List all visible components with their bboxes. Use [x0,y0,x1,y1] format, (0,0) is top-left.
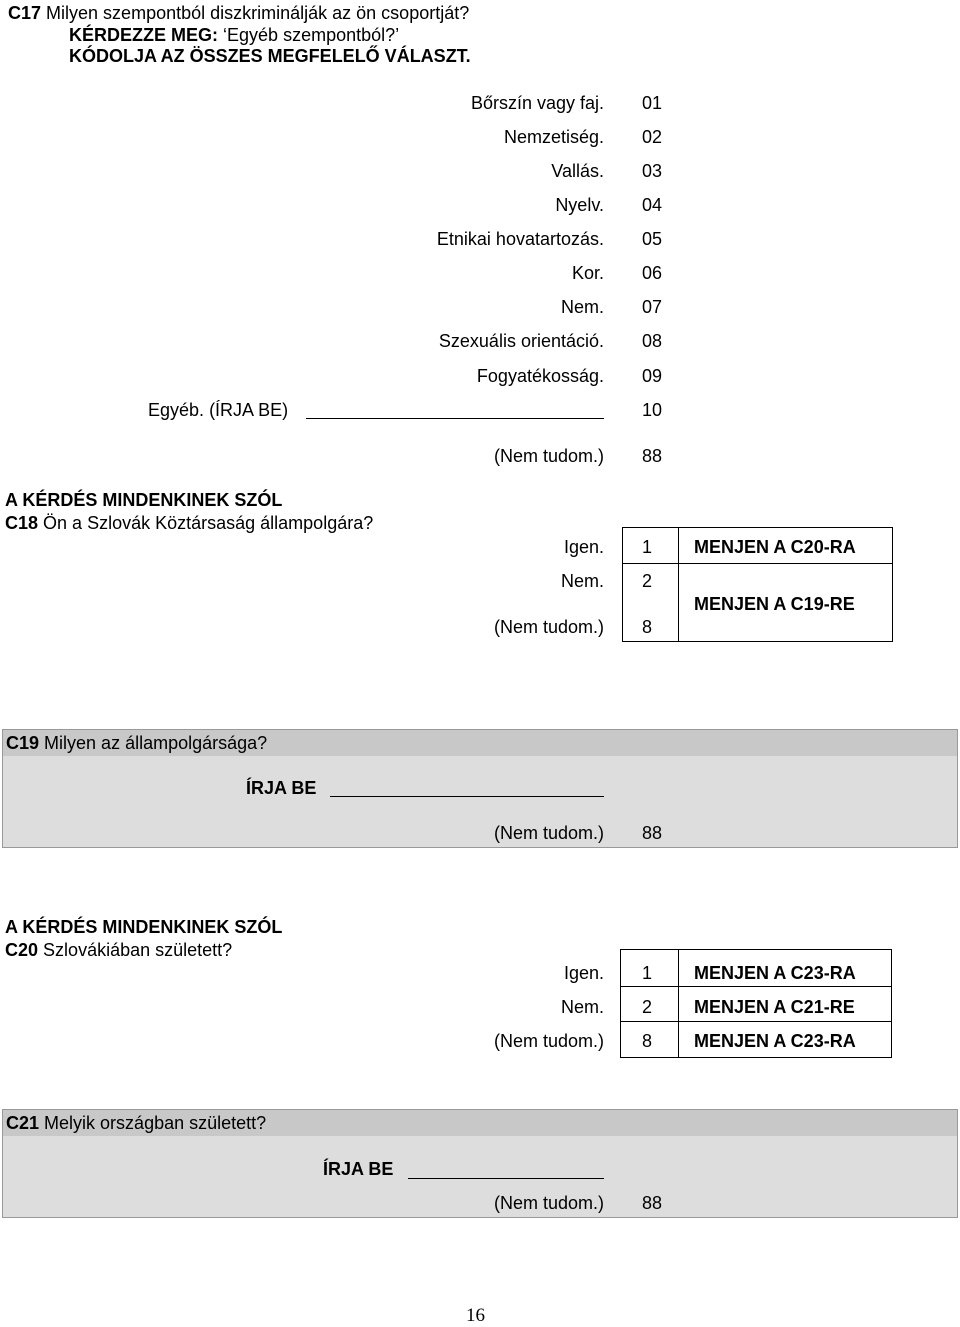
c18-route: MENJEN A C20-RA [694,537,856,557]
c20-route: MENJEN A C23-RA [694,963,856,983]
c18-option-label: Igen. [563,537,604,557]
c17-other-code: 10 [642,400,663,420]
c17-option-label: Nemzetiség. [503,127,604,147]
c17-other-label: Egyéb. [148,400,205,420]
c18-question [5,512,373,534]
c20-routing-divider [620,986,892,987]
c17-option-code: 07 [642,297,663,317]
c19-dk-label: (Nem tudom.) [493,823,604,843]
c20-route: MENJEN A C23-RA [694,1031,856,1051]
c21-dk-label: (Nem tudom.) [493,1193,604,1213]
c17-question-text: Milyen szempontból diszkriminálják az ön csoportját? [46,3,470,23]
c17-option-code: 01 [642,93,663,113]
c17-dk-label: (Nem tudom.) [493,446,604,466]
c21-code: C21 [6,1113,40,1133]
c17-option-label: Vallás. [551,161,604,181]
c20-code: C20 [5,940,39,960]
c18-option-code: 8 [642,617,653,637]
c20-route: MENJEN A C21-RE [694,997,855,1017]
c20-question [5,939,232,961]
c20-option-code: 2 [642,997,653,1017]
c21-question-text: Melyik országban született? [44,1113,267,1133]
c17-other-write-line[interactable] [306,418,604,419]
c21-write-label: ÍRJA BE [323,1159,394,1179]
c19-write-line[interactable] [330,796,604,797]
c17-question [8,2,469,24]
c19-code: C19 [6,733,40,753]
c20-option-code: 8 [642,1031,653,1051]
c20-option-code: 1 [642,963,653,983]
c17-option-label: Bőrszín vagy faj. [470,93,604,113]
c18-code: C18 [5,513,39,533]
page-number: 16 [466,1305,485,1326]
c20-question-text: Szlovákiában született? [43,940,233,960]
c17-other [148,399,288,421]
c17-option-code: 09 [642,366,663,386]
c17-dk-code: 88 [642,446,663,466]
c17-option-code: 06 [642,263,663,283]
c19-write-label: ÍRJA BE [246,778,317,798]
c17-instruction: KÓDOLJA AZ ÖSSZES MEGFELELŐ VÁLASZT. [69,46,471,66]
c17-probe [69,24,399,46]
c17-option-label: Kor. [571,263,604,283]
c19-question [6,732,267,754]
c20-option-label: Nem. [560,997,604,1017]
c17-code: C17 [8,3,42,23]
c20-routing-col-divider [678,949,679,1058]
c17-option-code: 05 [642,229,663,249]
c17-option-label: Etnikai hovatartozás. [436,229,604,249]
c18-route: MENJEN A C19-RE [694,594,855,614]
c20-option-label: Igen. [563,963,604,983]
c17-option-label: Szexuális orientáció. [438,331,604,351]
c21-question [6,1112,266,1134]
c18-option-code: 1 [642,537,653,557]
c18-option-label: Nem. [560,571,604,591]
c17-option-label: Fogyatékosság. [476,366,604,386]
c20-routing-divider [620,1021,892,1022]
c18-option-label: (Nem tudom.) [493,617,604,637]
c21-dk-code: 88 [642,1193,663,1213]
c19-dk-code: 88 [642,823,663,843]
c18-option-code: 2 [642,571,653,591]
c20-all-note: A KÉRDÉS MINDENKINEK SZÓL [5,917,283,937]
c17-probe-text: ‘Egyéb szempontból?’ [223,25,400,45]
c17-other-write: (ÍRJA BE) [209,400,289,420]
c17-option-code: 02 [642,127,663,147]
c17-option-code: 03 [642,161,663,181]
c21-write-line[interactable] [408,1178,604,1179]
c17-option-label: Nyelv. [555,195,604,215]
c17-option-label: Nem. [560,297,604,317]
c18-all-note: A KÉRDÉS MINDENKINEK SZÓL [5,490,283,510]
c19-question-text: Milyen az állampolgársága? [44,733,268,753]
c17-option-code: 04 [642,195,663,215]
c18-question-text: Ön a Szlovák Köztársaság állampolgára? [43,513,374,533]
c18-routing-divider [622,563,893,564]
c17-option-code: 08 [642,331,663,351]
c20-option-label: (Nem tudom.) [493,1031,604,1051]
c17-probe-label: KÉRDEZZE MEG: [69,25,219,45]
c18-routing-col-divider [678,527,679,642]
